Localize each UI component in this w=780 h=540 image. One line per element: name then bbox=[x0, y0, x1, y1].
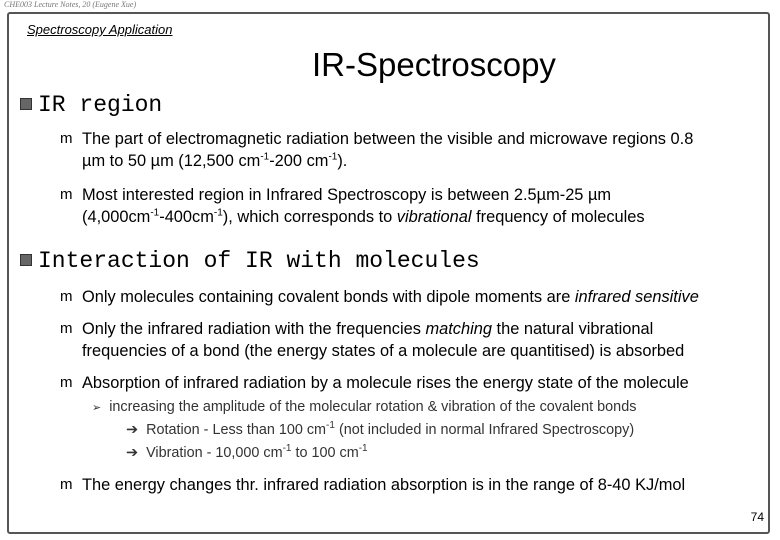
bullet-absorption bbox=[60, 372, 760, 394]
subpoint-vibration bbox=[126, 442, 368, 464]
superscript: -1 bbox=[282, 443, 292, 455]
bullet-energy-range bbox=[60, 474, 760, 496]
superscript: -1 bbox=[358, 443, 368, 455]
section-tag: Spectroscopy Application bbox=[27, 22, 173, 37]
subpoint-text: Vibration - 10,000 cm bbox=[146, 445, 283, 461]
bullet-text: Only the infrared radiation with the frequencies bbox=[82, 320, 426, 338]
bullet-line: The part of electromagnetic radiation between the visible and microwave regions 0.8 bbox=[82, 130, 694, 148]
subpoint-amplitude bbox=[92, 396, 636, 419]
bullet-text: -400cm bbox=[159, 208, 214, 226]
bullet-text: ). bbox=[337, 152, 348, 170]
section-heading-interaction bbox=[20, 248, 480, 274]
italic-term: vibrational bbox=[396, 208, 472, 226]
superscript: -1 bbox=[260, 151, 270, 163]
bullet-text: frequency of molecules bbox=[471, 208, 645, 226]
bullet-icon: m bbox=[60, 320, 73, 337]
superscript: -1 bbox=[328, 151, 338, 163]
bullet-line: Most interested region in Infrared Spectroscopy is between 2.5µm-25 µm bbox=[82, 186, 612, 204]
section-heading-ir-region bbox=[20, 92, 162, 118]
bullet-icon: m bbox=[60, 476, 73, 493]
bullet-line: frequencies of a bond (the energy states of a molecule are quantitised) is absorbed bbox=[82, 342, 685, 360]
bullet-icon: m bbox=[60, 374, 73, 391]
subpoint-text: increasing the amplitude of the molecular rotation & vibration of the covalent bonds bbox=[109, 399, 637, 415]
subpoint-text: to 100 cm bbox=[291, 445, 359, 461]
bullet-frequencies bbox=[60, 318, 760, 362]
subpoint-text: Rotation - Less than 100 cm bbox=[146, 422, 327, 438]
bullet-text: (4,000cm bbox=[82, 208, 151, 226]
bullet-covalent-bonds bbox=[60, 286, 760, 308]
bullet-text: the natural vibrational bbox=[492, 320, 654, 338]
bullet-interested-region bbox=[60, 184, 760, 228]
italic-term: infrared sensitive bbox=[574, 288, 699, 306]
bullet-text: Only molecules containing covalent bonds with dipole moments are bbox=[82, 288, 575, 306]
page-number: 74 bbox=[750, 510, 764, 524]
arrowhead-icon: ➢ bbox=[92, 402, 102, 414]
bullet-line: µm to 50 µm (12,500 cm bbox=[82, 152, 261, 170]
subpoint-rotation bbox=[126, 419, 634, 441]
bullet-icon: m bbox=[60, 288, 73, 305]
right-arrow-icon: ➔ bbox=[126, 422, 139, 438]
bullet-text: -200 cm bbox=[269, 152, 329, 170]
superscript: -1 bbox=[326, 420, 335, 432]
bullet-text: The energy changes thr. infrared radiation absorption is in the range of 8-40 KJ/mol bbox=[82, 476, 686, 494]
italic-term: matching bbox=[425, 320, 492, 338]
bullet-icon: m bbox=[60, 130, 73, 147]
square-bullet-icon bbox=[20, 254, 32, 266]
slide-title: IR-Spectroscopy bbox=[312, 46, 556, 83]
superscript: -1 bbox=[150, 207, 160, 219]
right-arrow-icon: ➔ bbox=[126, 445, 139, 461]
subpoint-text: (not included in normal Infrared Spectroscopy) bbox=[334, 422, 635, 438]
header-note: CHE003 Lecture Notes, 20 (Eugene Xue) bbox=[4, 0, 137, 9]
bullet-icon: m bbox=[60, 186, 73, 203]
superscript: -1 bbox=[213, 207, 223, 219]
square-bullet-icon bbox=[20, 98, 32, 110]
bullet-text: Absorption of infrared radiation by a molecule rises the energy state of the molecule bbox=[82, 374, 689, 392]
heading-text: IR region bbox=[38, 92, 163, 118]
bullet-text: ), which corresponds to bbox=[222, 208, 397, 226]
bullet-ir-range bbox=[60, 128, 760, 172]
heading-text: Interaction of IR with molecules bbox=[38, 248, 480, 274]
